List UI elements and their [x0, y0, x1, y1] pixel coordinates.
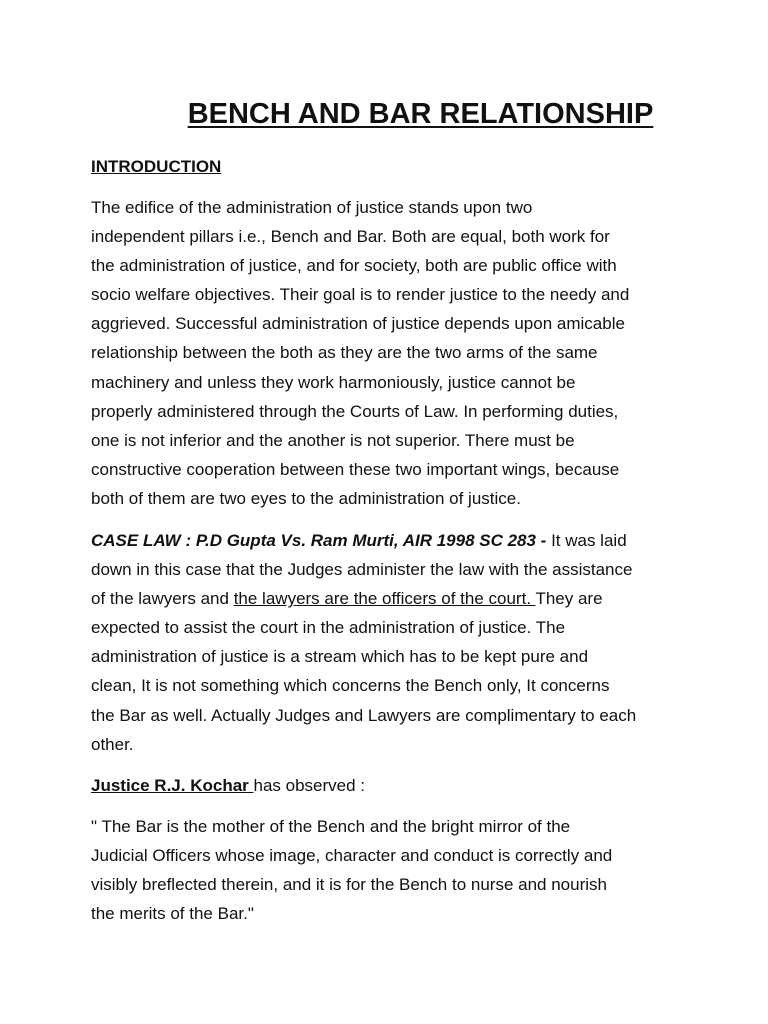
case-law-text: They are [535, 589, 603, 609]
document-title: BENCH AND BAR RELATIONSHIP [187, 98, 654, 130]
paragraph-line: Judicial Officers whose image, character and conduct is correctly and [91, 846, 613, 866]
paragraph-line [91, 584, 691, 613]
introduction-paragraph [91, 193, 691, 513]
paragraph-line: The edifice of the administration of justice stands upon two [91, 198, 533, 217]
paragraph-line: socio welfare objectives. Their goal is to render justice to the needy and [91, 285, 630, 305]
paragraph-line [91, 771, 691, 800]
paragraph-line: one is not inferior and the another is not superior. There must be [91, 430, 575, 450]
paragraph-line: other. [91, 734, 134, 754]
paragraph-line: constructive cooperation between these two important wings, because [91, 459, 620, 479]
underlined-phrase: the lawyers are the officers of the court. [233, 589, 536, 609]
paragraph-line: clean, It is not something which concerns the Bench only, It concerns [91, 676, 610, 696]
paragraph-line: both of them are two eyes to the administration of justice. [91, 488, 521, 508]
paragraph-line: the administration of justice, and for society, both are public office with [91, 256, 617, 276]
case-law-citation: CASE LAW : P.D Gupta Vs. Ram Murti, AIR 1998 SC 283 - [91, 531, 552, 550]
paragraph-line: expected to assist the court in the administration of justice. The [91, 618, 566, 638]
paragraph-line: down in this case that the Judges administer the law with the assistance [91, 560, 633, 580]
observation-text: has observed : [253, 776, 366, 795]
introduction-heading: INTRODUCTION [91, 157, 222, 176]
case-law-text: of the lawyers and [91, 589, 234, 609]
case-law-text: It was laid [551, 531, 627, 550]
paragraph-line: administration of justice is a stream which has to be kept pure and [91, 647, 589, 667]
observation-paragraph [91, 771, 691, 800]
paragraph-line: " The Bar is the mother of the Bench and the bright mirror of the [91, 817, 571, 836]
justice-name: Justice R.J. Kochar [91, 776, 254, 795]
paragraph-line: aggrieved. Successful administration of justice depends upon amicable [91, 314, 625, 334]
paragraph-line: machinery and unless they work harmoniously, justice cannot be [91, 372, 576, 392]
paragraph-line: the Bar as well. Actually Judges and Lawyers are complimentary to each [91, 705, 637, 725]
case-law-paragraph [91, 526, 691, 759]
paragraph-line: independent pillars i.e., Bench and Bar. Both are equal, both work for [91, 227, 610, 247]
paragraph-line: properly administered through the Courts of Law. In performing duties, [91, 401, 619, 421]
paragraph-line: relationship between the both as they are the two arms of the same [91, 343, 598, 363]
paragraph-line [91, 526, 691, 555]
paragraph-line: the merits of the Bar." [91, 904, 254, 924]
paragraph-line: visibly breflected therein, and it is for the Bench to nurse and nourish [91, 875, 607, 895]
quote-paragraph [91, 812, 691, 928]
